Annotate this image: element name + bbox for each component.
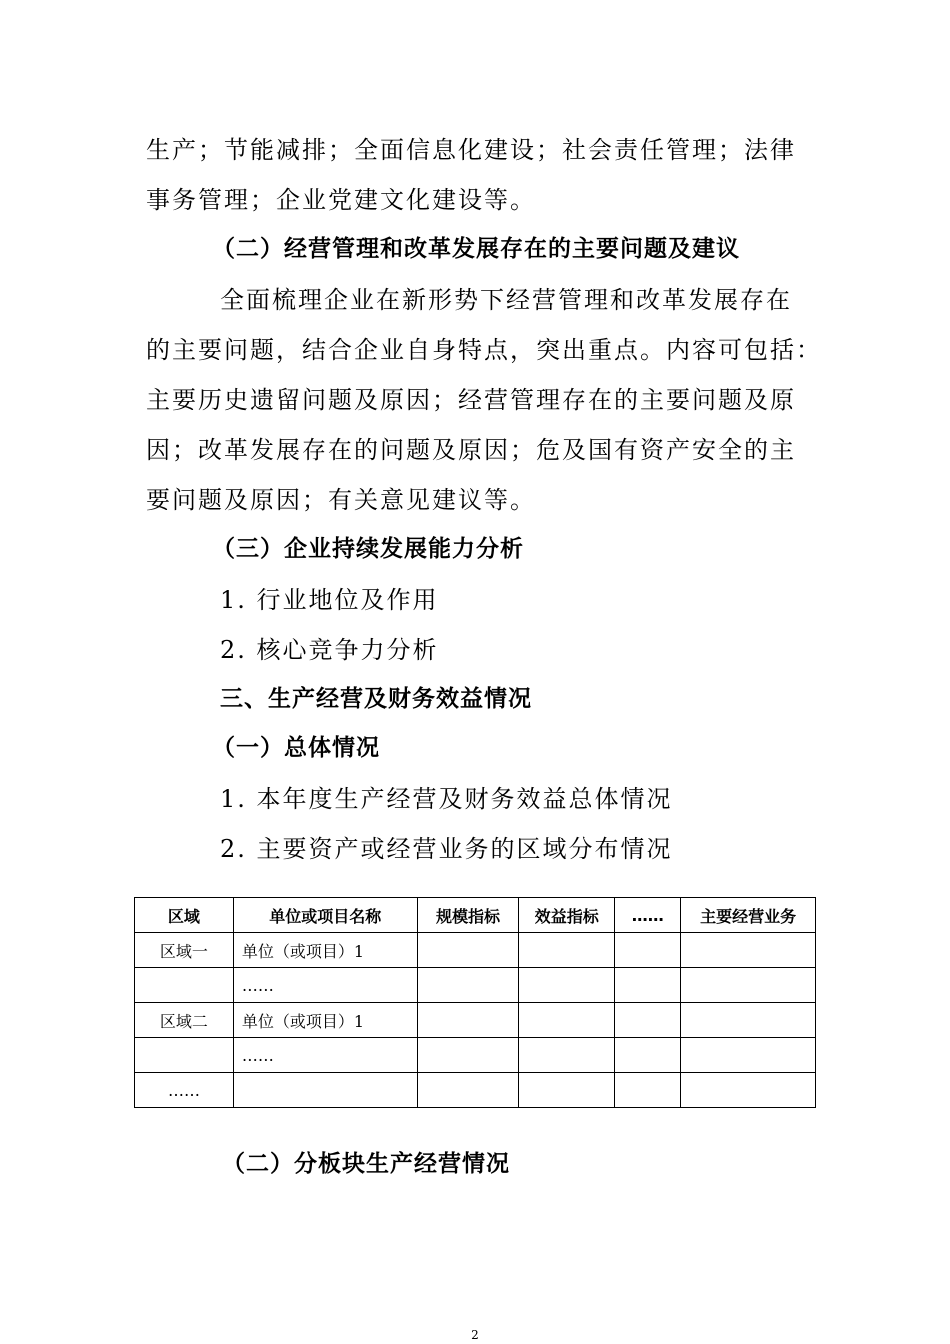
- column-header: 主要经营业务: [681, 898, 816, 933]
- table-cell: [417, 933, 519, 968]
- table-cell: ……: [233, 1038, 417, 1073]
- table-cell: [417, 1003, 519, 1038]
- section-heading: （二）经营管理和改革发展存在的主要问题及建议: [212, 236, 740, 262]
- list-item: 1. 行业地位及作用: [220, 586, 439, 614]
- paragraph-line: 的主要问题，结合企业自身特点，突出重点。内容可包括：: [146, 336, 822, 364]
- table-cell: ……: [135, 1073, 234, 1108]
- paragraph-line: 生产；节能减排；全面信息化建设；社会责任管理；法律: [146, 136, 796, 164]
- paragraph-line: 要问题及原因；有关意见建议等。: [146, 486, 536, 514]
- table-cell: ……: [233, 968, 417, 1003]
- table-cell: [615, 933, 681, 968]
- table-cell: [417, 1038, 519, 1073]
- table-cell: [519, 1038, 615, 1073]
- table-cell: [615, 1003, 681, 1038]
- chapter-heading: 三、生产经营及财务效益情况: [220, 686, 532, 712]
- table-cell: [681, 933, 816, 968]
- section-heading: （一）总体情况: [212, 735, 380, 761]
- list-item: 1. 本年度生产经营及财务效益总体情况: [220, 785, 673, 813]
- paragraph-line: 全面梳理企业在新形势下经营管理和改革发展存在: [220, 286, 792, 314]
- table-cell: [135, 1038, 234, 1073]
- paragraph-line: 主要历史遗留问题及原因；经营管理存在的主要问题及原: [146, 386, 796, 414]
- table-header-row: [135, 898, 816, 933]
- table-row: [135, 1003, 816, 1038]
- table-cell: 区域二: [135, 1003, 234, 1038]
- list-item: 2. 主要资产或经营业务的区域分布情况: [220, 835, 673, 863]
- column-header: 区域: [135, 898, 234, 933]
- table-cell: [519, 1003, 615, 1038]
- table-row: [135, 968, 816, 1003]
- table-row: [135, 1038, 816, 1073]
- table-cell: [519, 933, 615, 968]
- table-cell: 单位（或项目）1: [233, 933, 417, 968]
- region-distribution-table: [134, 897, 816, 1108]
- section-heading: （二）分板块生产经营情况: [222, 1151, 510, 1177]
- paragraph-line: 因；改革发展存在的问题及原因；危及国有资产安全的主: [146, 436, 796, 464]
- table-cell: [135, 968, 234, 1003]
- table-cell: [681, 1003, 816, 1038]
- table-cell: [519, 968, 615, 1003]
- column-header: 效益指标: [519, 898, 615, 933]
- table-cell: [615, 1073, 681, 1108]
- table-cell: [519, 1073, 615, 1108]
- page-number: 2: [471, 1328, 479, 1342]
- table-cell: 单位（或项目）1: [233, 1003, 417, 1038]
- table-cell: [681, 1073, 816, 1108]
- table-cell: [233, 1073, 417, 1108]
- table-cell: [681, 968, 816, 1003]
- column-header: 规模指标: [417, 898, 519, 933]
- table-row: [135, 1073, 816, 1108]
- section-heading: （三）企业持续发展能力分析: [212, 536, 524, 562]
- table-cell: 区域一: [135, 933, 234, 968]
- table-row: [135, 933, 816, 968]
- table-cell: [417, 1073, 519, 1108]
- column-header: 单位或项目名称: [233, 898, 417, 933]
- list-item: 2. 核心竞争力分析: [220, 636, 439, 664]
- table-cell: [417, 968, 519, 1003]
- table-cell: [681, 1038, 816, 1073]
- table-cell: [615, 1038, 681, 1073]
- paragraph-line: 事务管理；企业党建文化建设等。: [146, 186, 536, 214]
- table-cell: [615, 968, 681, 1003]
- column-header: ……: [615, 898, 681, 933]
